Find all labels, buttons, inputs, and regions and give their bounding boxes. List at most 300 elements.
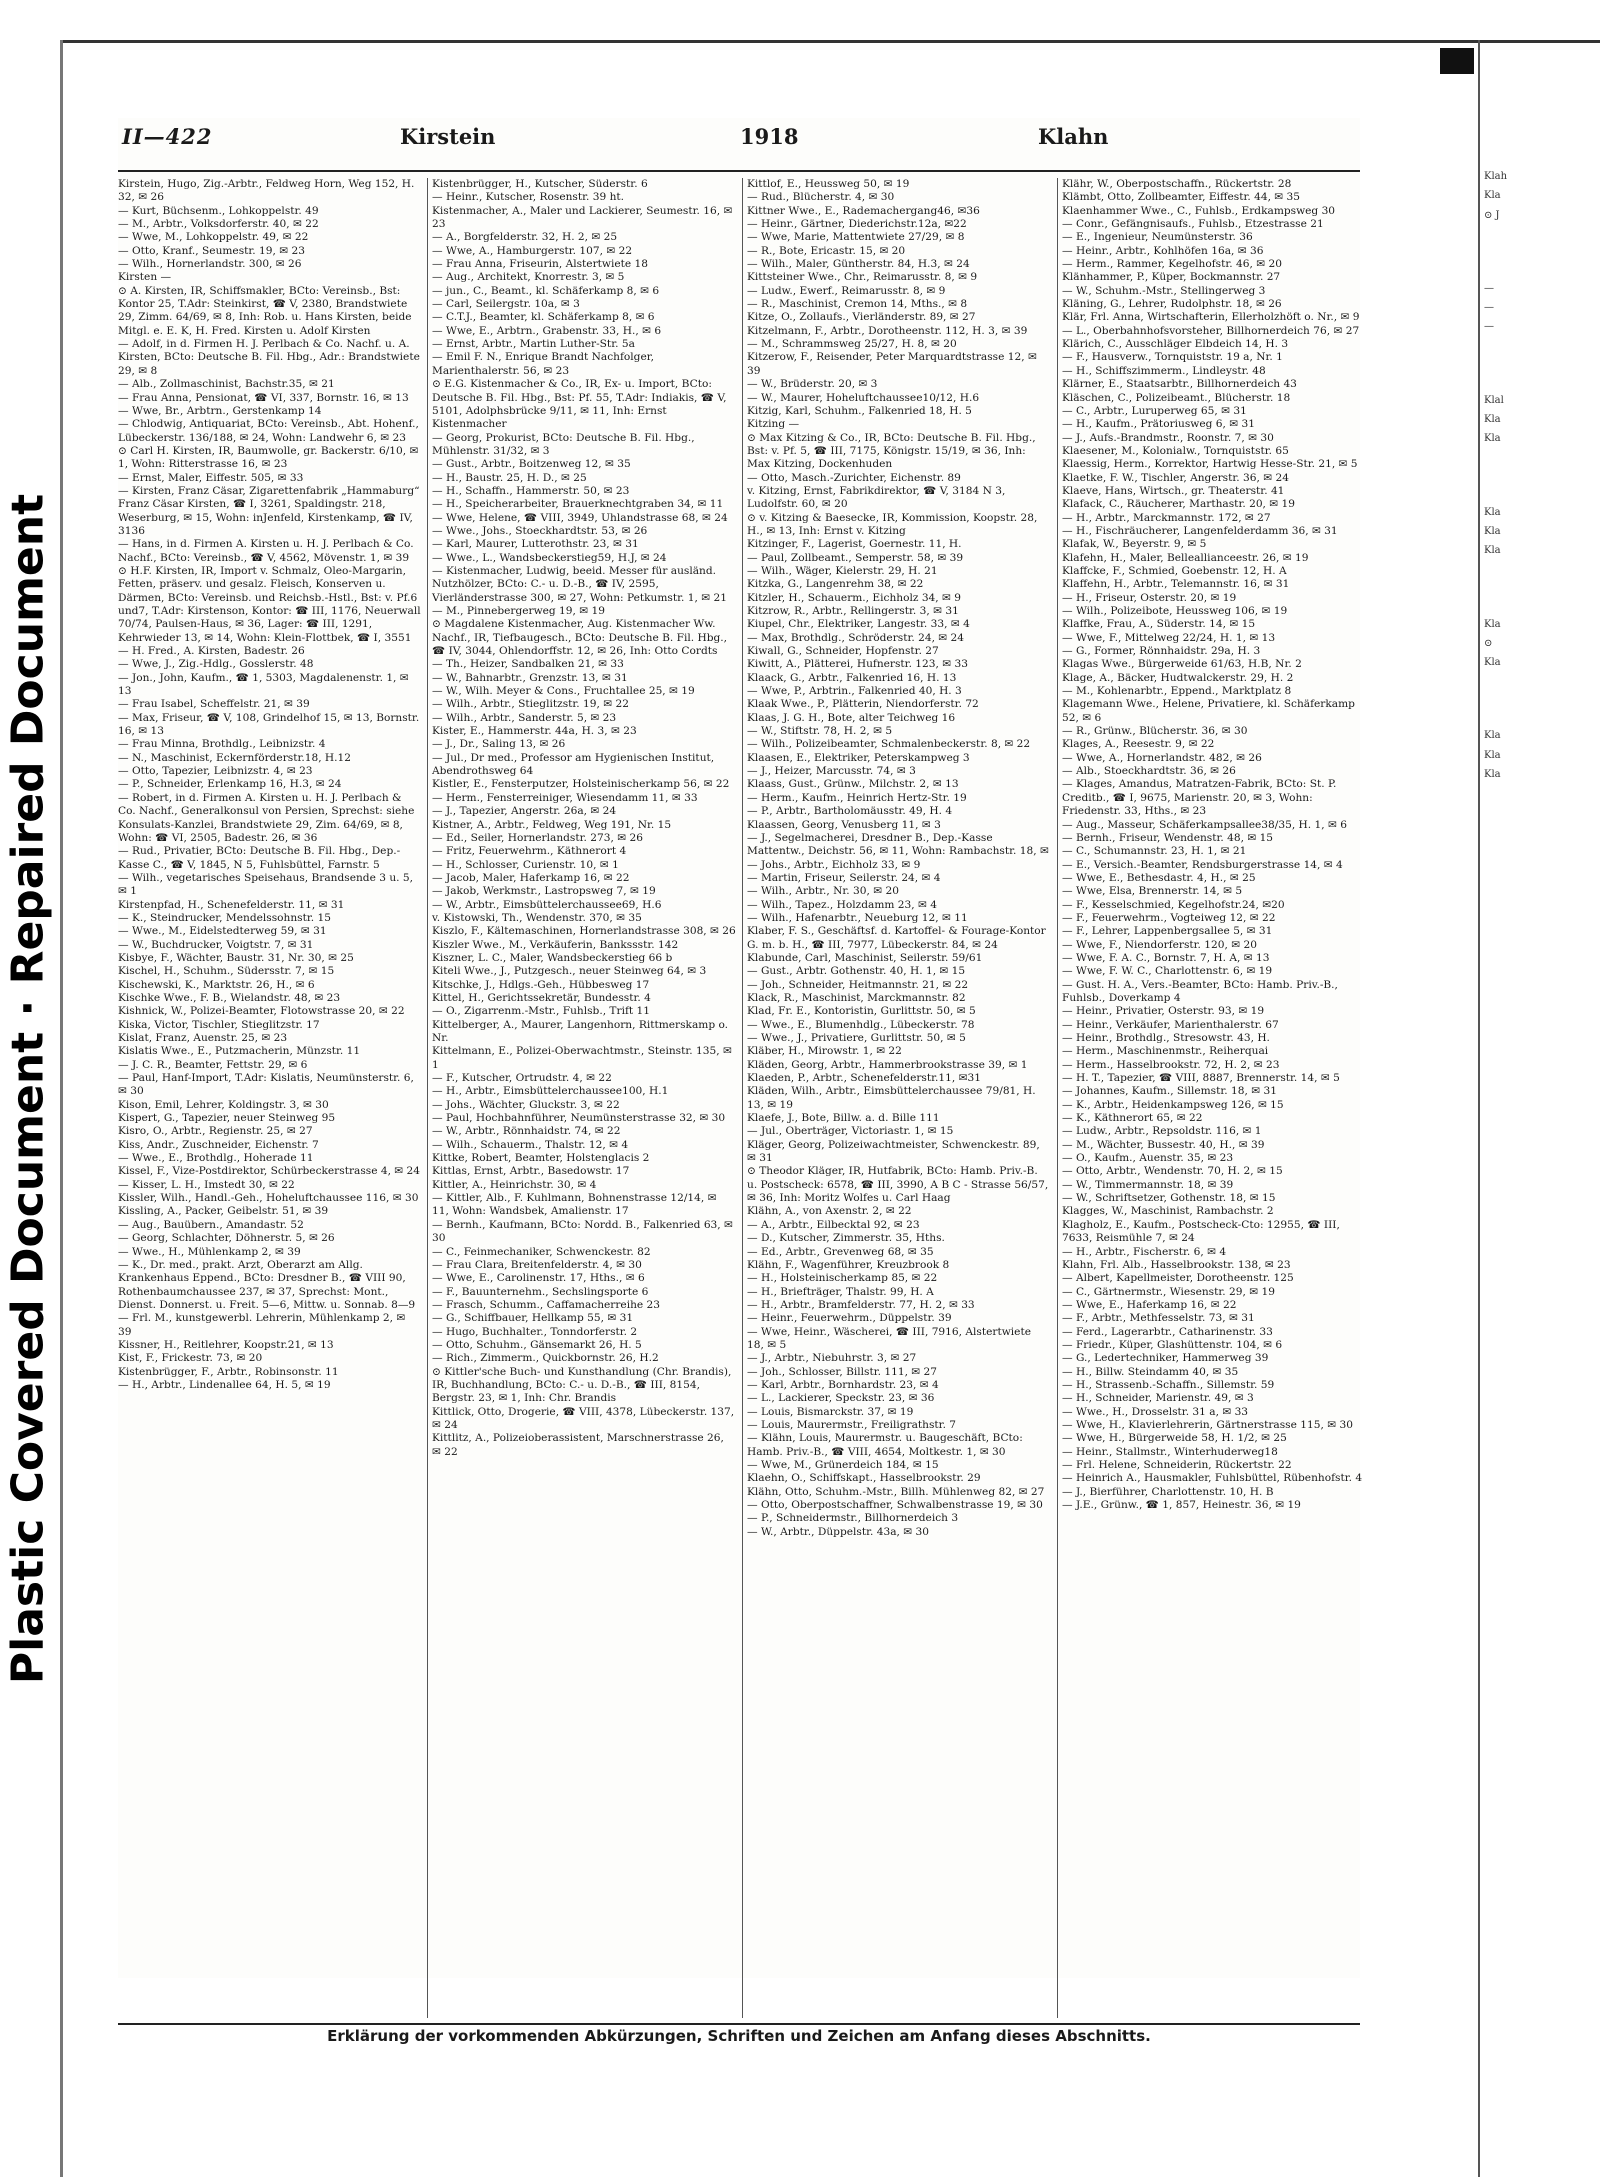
directory-entry: — Herm., Kaufm., Heinrich Hertz-Str. 19 xyxy=(747,791,967,804)
adjacent-page-fragment: Kla xyxy=(1484,730,1501,742)
column-3 xyxy=(747,178,1051,2018)
directory-entry: Kisro, O., Arbtr., Regienstr. 25, ✉ 27 xyxy=(118,1125,313,1138)
directory-entry: — Alb., Stoeckhardtstr. 36, ✉ 26 xyxy=(1062,765,1236,778)
directory-entry: — H., Strassenb.-Schaffn., Sillemstr. 59 xyxy=(1062,1378,1275,1391)
directory-entry: — Frau Clara, Breitenfelderstr. 4, ✉ 30 xyxy=(432,1258,642,1271)
directory-entry: — Rich., Zimmerm., Quickbornstr. 26, H.2 xyxy=(432,1352,659,1365)
directory-entry: — H., Briefträger, Thalstr. 99, H. A xyxy=(747,1285,934,1298)
directory-entry: Kitzler, H., Schauerm., Eichholz 34, ✉ 9 xyxy=(747,591,962,604)
directory-entry: — Heinrich A., Hausmakler, Fuhlsbüttel, Rübenhofstr. 4 xyxy=(1062,1472,1363,1485)
side-label-text: Plastic Covered Document · Repaired Document xyxy=(2,493,54,1684)
directory-entry: Kishnick, W., Polizei-Beamter, Flotowstrasse 20, ✉ 22 xyxy=(118,1005,405,1018)
directory-entry: — Wwe., H., Mühlenkamp 2, ✉ 39 xyxy=(118,1245,301,1258)
directory-entry: — Wilh., Arbtr., Stieglitzstr. 19, ✉ 22 xyxy=(432,698,629,711)
directory-entry: Kitze, O., Zollaufs., Vierländerstr. 89, ✉ 27 xyxy=(747,311,976,324)
directory-entry: — Kisser, L. H., Imstedt 30, ✉ 22 xyxy=(118,1178,295,1191)
directory-entry: — H., Baustr. 25, H. D., ✉ 25 xyxy=(432,471,587,484)
directory-entry: — J. C. R., Beamter, Fettstr. 29, ✉ 6 xyxy=(118,1058,308,1071)
directory-entry: — R., Bote, Ericastr. 15, ✉ 20 xyxy=(747,244,906,257)
left-edge xyxy=(60,40,63,2177)
page-number: II—422 xyxy=(122,124,213,149)
adjacent-page-fragment: Kla xyxy=(1484,414,1501,426)
directory-entry: — Wwe, E., Bethesdastr. 4, H., ✉ 25 xyxy=(1062,871,1256,884)
directory-entry: — Joh., Schlosser, Billstr. 111, ✉ 27 xyxy=(747,1365,938,1378)
directory-entry: — E., Ingenieur, Neumünsterstr. 36 xyxy=(1062,231,1253,244)
directory-entry: — Wwe, E., Arbtrn., Grabenstr. 33, H., ✉ 6 xyxy=(432,324,662,337)
directory-entry: — Heinr., Feuerwehrm., Düppelstr. 39 xyxy=(747,1312,952,1325)
directory-entry: — Jon., John, Kaufm., ☎ 1, 5303, Magdalenenstr. 1, ✉ 13 xyxy=(118,671,413,698)
directory-entry: — Chlodwig, Antiquariat, BCto: Vereinsb., Abt. Hohenf., Lübeckerstr. 136/188, ✉ 24, Wohn: Landwehr 6, ✉ 23 xyxy=(118,418,423,444)
directory-entry: — Fritz, Feuerwehrm., Käthnerort 4 xyxy=(432,845,627,858)
directory-entry: — Wilh., Polizeibote, Heussweg 106, ✉ 19 xyxy=(1062,605,1288,617)
directory-entry: — P., Arbtr., Bartholomäusstr. 49, H. 4 xyxy=(747,805,953,818)
directory-entry: — W., Arbtr., Rönnhaidstr. 74, ✉ 22 xyxy=(432,1125,621,1138)
directory-entry: — Jul., Oberträger, Victoriastr. 1, ✉ 15 xyxy=(747,1125,954,1138)
directory-entry: Klaack, G., Arbtr., Falkenried 16, H. 13 xyxy=(747,671,957,684)
directory-entry: — Wwe, F., Mittelweg 22/24, H. 1, ✉ 13 xyxy=(1062,631,1276,644)
directory-entry: — Heinr., Stallmstr., Winterhuderweg18 xyxy=(1062,1445,1278,1458)
directory-entry: Kittke, Robert, Beamter, Holstenglacis 2 xyxy=(432,1152,650,1165)
directory-entry: — Ernst, Maler, Eiffestr. 505, ✉ 33 xyxy=(118,471,304,484)
directory-entry: — Georg, Prokurist, BCto: Deutsche B. Fil. Hbg., Mühlenstr. 31/32, ✉ 3 xyxy=(432,431,698,457)
adjacent-page-fragment: Kla xyxy=(1484,769,1501,781)
directory-entry: — W., Brüderstr. 20, ✉ 3 xyxy=(747,378,878,391)
directory-entry: Kittlof, E., Heussweg 50, ✉ 19 xyxy=(747,178,910,190)
directory-entry: Klaenhammer Wwe., C., Fuhlsb., Erdkampsweg 30 xyxy=(1062,204,1336,217)
directory-entry: — H. Fred., A. Kirsten, Badestr. 26 xyxy=(118,645,305,658)
directory-entry: Kison, Emil, Lehrer, Koldingstr. 3, ✉ 30 xyxy=(118,1098,329,1111)
directory-entry: Klähn, Otto, Schuhm.-Mstr., Billh. Mühlenweg 82, ✉ 27 xyxy=(747,1485,1045,1498)
directory-entry: Kiszler Wwe., M., Verkäuferin, Bankssstr. 142 xyxy=(432,938,679,951)
directory-entry: Klär, Frl. Anna, Wirtschafterin, Ellerholzhöft o. Nr., ✉ 9 xyxy=(1062,311,1360,324)
directory-entry: — Heinr., Verkäufer, Marienthalerstr. 67 xyxy=(1062,1018,1279,1031)
directory-entry: — D., Kutscher, Zimmerstr. 35, Hths. xyxy=(747,1232,945,1245)
directory-entry: — J., Tapezier, Angerstr. 26a, ✉ 24 xyxy=(432,805,617,818)
directory-entry: — Herm., Rammer, Kegelhofstr. 46, ✉ 20 xyxy=(1062,258,1282,271)
directory-entry: — G., Ledertechniker, Hammerweg 39 xyxy=(1062,1352,1269,1365)
directory-entry: Klafehn, H., Maler, Belleallianceestr. 26, ✉ 19 xyxy=(1062,551,1309,564)
directory-entry: Klages, A., Reesestr. 9, ✉ 22 xyxy=(1062,738,1215,751)
directory-entry: — Wwe, H., Klavierlehrerin, Gärtnerstrasse 115, ✉ 30 xyxy=(1062,1418,1353,1431)
directory-entry: Kister, E., Hammerstr. 44a, H. 3, ✉ 23 xyxy=(432,725,637,738)
directory-entry: ⊙ H.F. Kirsten, IR, Import v. Schmalz, Oleo-Margarin, Fetten, präserv. und gesalz. Fleisch, Konserven u. Därmen, BCto: Vereinsb. und Reichsb.-Hstl., Bst: v. Pf.6 und7, T.Adr: Kirstenson, Kontor: ☎ III, 1176, Neuerwall 70/74, Paulsen-Haus, ✉ 36, Lager: ☎ III, 1291, Kehrwieder 13, ✉ 14, Wohn: Klein-Flottbek, ☎ I, 3551 xyxy=(118,564,424,644)
directory-entry: ⊙ Kittler'sche Buch- und Kunsthandlung (Chr. Brandis), IR, Buchhandlung, BCto: C.- u. D.-B., ☎ III, 8154, Bergstr. 23, ✉ 1, Inh: Chr. Brandis xyxy=(432,1365,735,1405)
directory-entry: ⊙ Magdalene Kistenmacher, Aug. Kistenmacher Ww. Nachf., IR, Tiefbaugesch., BCto: Deutsche B. Fil. Hbg., ☎ IV, 3044, Ohlendorffstr. 12, ✉ 26, Inh: Otto Cordts xyxy=(432,618,731,658)
directory-entry: — Frl. Helene, Schneiderin, Rückertstr. 22 xyxy=(1062,1459,1292,1471)
directory-entry: Klaber, F. S., Geschäftsf. d. Kartoffel- & Fourage-Kontor G. m. b. H., ☎ III, 7977, Lübeckerstr. 84, ✉ 24 xyxy=(747,925,1050,951)
directory-entry: — Wwe., H., Drosselstr. 31 a, ✉ 33 xyxy=(1062,1405,1249,1418)
directory-entry: Klähr, W., Oberpostschaffn., Rückertstr. 28 xyxy=(1062,178,1292,190)
adjacent-page-fragment: Kla xyxy=(1484,190,1501,202)
directory-entry: — Robert, in d. Firmen A. Kirsten u. H. J. Perlbach & Co. Nachf., Generalkonsul von Persien, Sprechst: siehe Konsulats-Kanzlei, Brandstwiete 29, Zim. 64/69, ✉ 8, Wohn: ☎ VI, 2505, Badestr. 26, ✉ 36 xyxy=(118,791,418,844)
directory-entry: Klämbt, Otto, Zollbeamter, Eiffestr. 44, ✉ 35 xyxy=(1062,191,1301,204)
directory-entry: — P., Schneider, Erlenkamp 16, H.3, ✉ 24 xyxy=(118,778,342,791)
directory-entry: — N., Maschinist, Eckernförderstr.18, H.12 xyxy=(118,751,352,764)
directory-entry: Kisbye, F., Wächter, Baustr. 31, Nr. 30, ✉ 25 xyxy=(118,951,354,964)
directory-entry: Klaasen, E., Elektriker, Peterskampweg 3 xyxy=(747,751,970,764)
directory-entry: — W., Schuhm.-Mstr., Stellingerweg 3 xyxy=(1062,284,1266,297)
directory-entry: — Paul, Hanf-Import, T.Adr: Kislatis, Neumünsterstr. 6, ✉ 30 xyxy=(118,1072,418,1098)
directory-entry: — H., Schneider, Marienstr. 49, ✉ 3 xyxy=(1062,1392,1254,1405)
directory-entry: Klähn, F., Wagenführer, Kreuzbrook 8 xyxy=(747,1258,950,1271)
directory-entry: Kittelberger, A., Maurer, Langenhorn, Rittmerskamp o. Nr. xyxy=(432,1018,732,1044)
directory-entry: Klaefe, J., Bote, Billw. a. d. Bille 111 xyxy=(747,1112,940,1125)
directory-entry: — P., Schneidermstr., Billhornerdeich 3 xyxy=(747,1512,959,1525)
directory-entry: — W., Maurer, Hoheluftchaussee10/12, H.6 xyxy=(747,391,980,404)
directory-entry: v. Kistowski, Th., Wendenstr. 370, ✉ 35 xyxy=(432,911,642,924)
directory-entry: — Wwe, A., Hornerlandstr. 482, ✉ 26 xyxy=(1062,751,1262,764)
directory-entry: — Herm., Fensterreiniger, Wiesendamm 11, ✉ 33 xyxy=(432,791,698,804)
directory-entry: — Jul., Dr med., Professor am Hygienischen Institut, Abendrothsweg 64 xyxy=(432,751,718,778)
directory-entry: ⊙ E.G. Kistenmacher & Co., IR, Ex- u. Import, BCto: Deutsche B. Fil. Hbg., Bst: Pf. 55, T.Adr: Indiakis, ☎ V, 5101, Adolphsbrücke 9/11, ✉ 11, Inh: Ernst Kistenmacher xyxy=(432,378,730,431)
directory-entry: Kitzinger, F., Lagerist, Goernestr. 11, H. xyxy=(747,538,962,551)
directory-entry: — J., Arbtr., Niebuhrstr. 3, ✉ 27 xyxy=(747,1352,917,1365)
directory-entry: Klabunde, Carl, Maschinist, Seilerstr. 59/61 xyxy=(747,951,983,964)
directory-entry: — F., Lehrer, Lappenbergsallee 5, ✉ 31 xyxy=(1062,925,1273,938)
directory-entry: — Max, Friseur, ☎ V, 108, Grindelhof 15, ✉ 13, Bornstr. 16, ✉ 13 xyxy=(118,711,423,738)
directory-entry: Kitzig, Karl, Schuhm., Falkenried 18, H. 5 xyxy=(747,404,972,417)
directory-entry: Klaehn, O., Schiffskapt., Hasselbrookstr. 29 xyxy=(747,1472,981,1485)
directory-entry: Kläden, Georg, Arbtr., Hammerbrookstrasse 39, ✉ 1 xyxy=(747,1058,1028,1071)
directory-entry: Kissler, Wilh., Handl.-Geh., Hoheluftchaussee 116, ✉ 30 xyxy=(118,1192,419,1205)
directory-entry: — Bernh., Friseur, Wendenstr. 48, ✉ 15 xyxy=(1062,831,1274,844)
directory-entry: Kiszner, L. C., Maler, Wandsbeckerstieg 66 b xyxy=(432,951,673,964)
column-1 xyxy=(118,178,422,2018)
directory-entry: — Wilh., Arbtr., Sanderstr. 5, ✉ 23 xyxy=(432,711,617,724)
header-year: 1918 xyxy=(740,124,799,149)
directory-entry: Kittlitz, A., Polizeioberassistent, Marschnerstrasse 26, ✉ 22 xyxy=(432,1432,728,1458)
directory-entry: Klagholz, E., Kaufm., Postscheck-Cto: 12955, ☎ III, 7633, Reismühle 7, ✉ 24 xyxy=(1062,1218,1344,1245)
directory-entry: Klaessig, Herm., Korrektor, Hartwig Hesse-Str. 21, ✉ 5 xyxy=(1062,458,1358,471)
directory-entry: Klärner, E., Staatsarbtr., Billhornerdeich 43 xyxy=(1062,378,1297,391)
directory-entry: Klage, A., Bäcker, Hudtwalckerstr. 29, H. 2 xyxy=(1062,671,1294,684)
directory-entry: Kittlas, Ernst, Arbtr., Basedowstr. 17 xyxy=(432,1165,630,1178)
directory-entry: — K., Dr. med., prakt. Arzt, Oberarzt am Allg. Krankenhaus Eppend., BCto: Dresdner B., ☎ VIII 90, Rothenbaumchaussee 237, ✉ 37, Sprechst: Mont., Dienst. Donnerst. u. Freit. 5—6, Mittw. u. Sonnab. 8—9 xyxy=(118,1258,416,1311)
directory-entry: — H., Arbtr., Bramfelderstr. 77, H. 2, ✉ 33 xyxy=(747,1298,975,1311)
directory-entry: Kissel, F., Vize-Postdirektor, Schürbeckerstrasse 4, ✉ 24 xyxy=(118,1165,421,1178)
directory-entry: — Otto, Masch.-Zurichter, Eichenstr. 89 xyxy=(747,471,961,484)
adjacent-page-fragment: Kla xyxy=(1484,506,1501,518)
directory-entry: — Wwe, Heinr., Wäscherei, ☎ III, 7916, Alstertwiete 18, ✉ 5 xyxy=(747,1325,1035,1351)
side-label-banner xyxy=(0,0,56,2177)
adjacent-page-fragment: ⊙ xyxy=(1484,637,1493,649)
directory-entry: — Karl, Maurer, Lutterothstr. 23, ✉ 31 xyxy=(432,538,639,551)
directory-entry: Klad, Fr. E., Kontoristin, Gurlittstr. 50, ✉ 5 xyxy=(747,1005,976,1018)
directory-entry: — C., Gärtnermstr., Wiesenstr. 29, ✉ 19 xyxy=(1062,1285,1275,1298)
directory-entry: — Wwe, E., Carolinenstr. 17, Hths., ✉ 6 xyxy=(432,1272,645,1285)
directory-entry: — A., Borgfelderstr. 32, H. 2, ✉ 25 xyxy=(432,231,618,244)
adjacent-page-fragment: ⊙ J xyxy=(1484,209,1500,221)
directory-entry: — Kittler, Alb., F. Kuhlmann, Bohnenstrasse 12/14, ✉ 11, Wohn: Wandsbek, Amalienstr. 17 xyxy=(432,1192,720,1218)
directory-entry: — Wwe, Elsa, Brennerstr. 14, ✉ 5 xyxy=(1062,885,1243,898)
directory-entry: — Otto, Schuhm., Gänsemarkt 26, H. 5 xyxy=(432,1338,642,1351)
column-2 xyxy=(432,178,736,2018)
directory-entry: — Otto, Tapezier, Leibnizstr. 4, ✉ 23 xyxy=(118,765,313,778)
directory-entry: — J., Aufs.-Brandmstr., Roonstr. 7, ✉ 30 xyxy=(1062,431,1274,444)
directory-entry: — Ed., Seiler, Hornerlandstr. 273, ✉ 26 xyxy=(432,831,643,844)
directory-entry: — Heinr., Arbtr., Kohlhöfen 16a, ✉ 36 xyxy=(1062,244,1264,257)
directory-entry: — Alb., Zollmaschinist, Bachstr.35, ✉ 21 xyxy=(118,378,335,391)
directory-entry: Kiteli Wwe., J., Putzgesch., neuer Steinweg 64, ✉ 3 xyxy=(432,965,707,978)
directory-entry: — K., Steindrucker, Mendelssohnstr. 15 xyxy=(118,911,331,924)
directory-entry: Kittelmann, E., Polizei-Oberwachtmstr., Steinstr. 135, ✉ 1 xyxy=(432,1045,736,1071)
directory-entry: — H. T., Tapezier, ☎ VIII, 8887, Brennerstr. 14, ✉ 5 xyxy=(1062,1072,1340,1085)
directory-entry: — Wwe, M., Grünerdeich 184, ✉ 15 xyxy=(747,1459,939,1471)
directory-entry: — Wwe., E., Blumenhdlg., Lübeckerstr. 78 xyxy=(747,1018,975,1031)
directory-entry: — Hugo, Buchhalter., Tonndorferstr. 2 xyxy=(432,1325,638,1338)
directory-entry: Kitzka, G., Langenrehm 38, ✉ 22 xyxy=(747,578,924,591)
directory-entry: Klagemann Wwe., Helene, Privatiere, kl. Schäferkamp 52, ✉ 6 xyxy=(1062,698,1359,724)
directory-entry: Kischewski, K., Marktstr. 26, H., ✉ 6 xyxy=(118,978,315,991)
directory-entry: — jun., C., Beamt., kl. Schäferkamp 8, ✉ 6 xyxy=(432,284,660,297)
directory-entry: — R., Grünw., Blücherstr. 36, ✉ 30 xyxy=(1062,725,1248,738)
directory-entry: Klaeden, P., Arbtr., Schenefelderstr.11, ✉31 xyxy=(747,1072,981,1085)
directory-entry: — Klähn, Louis, Maurermstr. u. Baugeschäft, BCto: Hamb. Priv.-B., ☎ VIII, 4654, Moltkestr. 1, ✉ 30 xyxy=(747,1432,1027,1458)
directory-entry: — M., Wächter, Bussestr. 40, H., ✉ 39 xyxy=(1062,1138,1265,1151)
directory-entry: Klaeve, Hans, Wirtsch., gr. Theaterstr. 41 xyxy=(1062,484,1285,497)
entry-columns xyxy=(118,178,1363,2018)
directory-entry: — H., Arbtr., Fischerstr. 6, ✉ 4 xyxy=(1062,1245,1227,1258)
directory-entry: — Herm., Hasselbrookstr. 72, H. 2, ✉ 23 xyxy=(1062,1058,1280,1071)
header-last-name: Klahn xyxy=(1038,124,1109,149)
directory-entry: — Heinr., Privatier, Osterstr. 93, ✉ 19 xyxy=(1062,1005,1265,1018)
directory-entry: — K., Arbtr., Heidenkampsweg 126, ✉ 15 xyxy=(1062,1098,1284,1111)
directory-entry: — J., Segelmacherei, Dresdner B., Dep.-Kasse Mattentw., Deichstr. 56, ✉ 11, Wohn: Rambachstr. 18, ✉ xyxy=(747,831,1049,858)
column-divider xyxy=(742,178,743,2018)
directory-entry: Kirstenpfad, H., Schenefelderstr. 11, ✉ 31 xyxy=(118,898,345,911)
directory-entry: — Paul, Zollbeamt., Semperstr. 58, ✉ 39 xyxy=(747,551,964,564)
directory-entry: — Conr., Gefängnisaufs., Fuhlsb., Etzestrasse 21 xyxy=(1062,218,1324,231)
adjacent-page-fragment: Kla xyxy=(1484,749,1501,761)
directory-entry: — Wwe., Johs., Stoeckhardtstr. 53, ✉ 26 xyxy=(432,524,648,537)
directory-entry: Kittsteiner Wwe., Chr., Reimarusstr. 8, ✉ 9 xyxy=(747,271,978,284)
adjacent-page-fragment: Kla xyxy=(1484,545,1501,557)
directory-entry: — Emil F. N., Enrique Brandt Nachfolger, Marienthalerstr. 56, ✉ 23 xyxy=(432,351,658,377)
directory-entry: Klagges, W., Maschinist, Rambachstr. 2 xyxy=(1062,1205,1274,1218)
directory-entry: — A., Arbtr., Eilbecktal 92, ✉ 23 xyxy=(747,1218,920,1231)
directory-entry: — R., Maschinist, Cremon 14, Mths., ✉ 8 xyxy=(747,298,968,311)
page-header xyxy=(118,124,1360,164)
directory-entry: — Hans, in d. Firmen A. Kirsten u. H. J. Perlbach & Co. Nachf., BCto: Vereinsb., ☎ V, 4562, Mövenstr. 1, ✉ 39 xyxy=(118,538,417,564)
directory-entry: — Rud., Blücherstr. 4, ✉ 30 xyxy=(747,191,895,204)
directory-entry: — W., Buchdrucker, Voigtstr. 7, ✉ 31 xyxy=(118,938,314,951)
directory-entry: — Klages, Amandus, Matratzen-Fabrik, BCto: St. P. Creditb., ☎ I, 9675, Marienstr. 20, ✉ 3, Wohn: Friedenstr. 33, Hths., ✉ 23 xyxy=(1062,778,1340,818)
directory-entry: — Wwe., L., Wandsbeckerstieg59, H.J, ✉ 24 xyxy=(432,551,667,564)
directory-entry: — H., Kaufm., Prätoriusweg 6, ✉ 31 xyxy=(1062,418,1255,431)
directory-entry: — F., Hausverw., Tornquiststr. 19 a, Nr. 1 xyxy=(1062,351,1283,364)
directory-entry: — Wilh., Wäger, Kielerstr. 29, H. 21 xyxy=(747,564,938,577)
directory-entry: Kislatis Wwe., E., Putzmacherin, Münzstr. 11 xyxy=(118,1045,361,1058)
directory-entry: — Kistenmacher, Ludwig, beeid. Messer für ausländ. Nutzhölzer, BCto: C.- u. D.-B., ☎ IV, 2595, Vierländerstrasse 300, ✉ 27, Wohn: Petkumstr. 1, ✉ 21 xyxy=(432,564,727,604)
directory-entry: — J.E., Grünw., ☎ 1, 857, Heinestr. 36, ✉ 19 xyxy=(1062,1499,1301,1512)
directory-entry: Klaesener, M., Kolonialw., Tornquiststr. 65 xyxy=(1062,444,1289,457)
directory-entry: — Kirsten, Franz Cäsar, Zigarettenfabrik „Hammaburg“ Franz Cäsar Kirsten, ☎ I, 3261, Spaldingstr. 218, Weserburg, ✉ 15, Wohn: inJenfeld, Kirstenkamp, ☎ IV, 3136 xyxy=(118,484,423,537)
directory-entry: Klähn, A., von Axenstr. 2, ✉ 22 xyxy=(747,1205,912,1218)
footer-note: Erklärung der vorkommenden Abkürzungen, Schriften und Zeichen am Anfang dieses Abschnitts. xyxy=(327,2027,1151,2045)
directory-entry: Kläschen, C., Polizeibeamt., Blücherstr. 18 xyxy=(1062,391,1291,404)
directory-entry: Klahn, Frl. Alb., Hasselbrookstr. 138, ✉ 23 xyxy=(1062,1258,1291,1271)
directory-entry: ⊙ Carl H. Kirsten, IR, Baumwolle, gr. Backerstr. 6/10, ✉ 1, Wohn: Ritterstrasse 16, ✉ 23 xyxy=(118,444,422,471)
directory-entry: — Paul, Hochbahnführer, Neumünsterstrasse 32, ✉ 30 xyxy=(432,1112,726,1125)
directory-entry: — Wwe, E., Haferkamp 16, ✉ 22 xyxy=(1062,1298,1237,1311)
directory-entry: Kiss, Andr., Zuschneider, Eichenstr. 7 xyxy=(118,1138,319,1151)
directory-entry: — Frl. M., kunstgewerbl. Lehrerin, Mühlenkamp 2, ✉ 39 xyxy=(118,1312,409,1338)
directory-entry: Kistenmacher, A., Maler und Lackierer, Seumestr. 16, ✉ 23 xyxy=(432,204,736,231)
directory-entry: — Wwe., J., Privatiere, Gurlittstr. 50, ✉ 5 xyxy=(747,1032,966,1044)
directory-entry: Klaassen, Georg, Venusberg 11, ✉ 3 xyxy=(747,818,941,831)
directory-entry: Klaffehn, H., Arbtr., Telemannstr. 16, ✉ 31 xyxy=(1062,578,1290,591)
directory-entry: — Wwe., E., Brothdlg., Hoherade 11 xyxy=(118,1152,314,1165)
directory-entry: ⊙ v. Kitzing & Baesecke, IR, Kommission, Koopstr. 28, H., ✉ 13, Inh: Ernst v. Kitzing xyxy=(747,511,1041,537)
directory-entry: — Wilh., Polizeibeamter, Schmalenbeckerstr. 8, ✉ 22 xyxy=(747,738,1031,751)
adjacent-page-strip xyxy=(1484,170,1594,1990)
directory-entry: — F., Arbtr., Methfesselstr. 73, ✉ 31 xyxy=(1062,1312,1255,1325)
directory-entry: — Albert, Kapellmeister, Dorotheenstr. 125 xyxy=(1062,1272,1294,1285)
directory-entry: Kläden, Wilh., Arbtr., Eimsbüttelerchaussee 79/81, H. 13, ✉ 19 xyxy=(747,1085,1040,1111)
directory-entry: Kitzrow, R., Arbtr., Rellingerstr. 3, ✉ 31 xyxy=(747,605,959,617)
directory-entry: — Max, Brothdlg., Schröderstr. 24, ✉ 24 xyxy=(747,631,965,644)
directory-entry: — Carl, Seilergstr. 10a, ✉ 3 xyxy=(432,298,580,311)
directory-entry: — H., Schiffszimmerm., Lindleystr. 48 xyxy=(1062,364,1266,377)
directory-entry: ⊙ A. Kirsten, IR, Schiffsmakler, BCto: Vereinsb., Bst: Kontor 25, T.Adr: Steinkirst, ☎ V, 2380, Brandstwiete 29, Zimm. 64/69, ✉ 8, Inh: Rob. u. Hans Kirsten, beide Mitgl. e. E. K, H. Fred. Kirsten u. Adolf Kirsten xyxy=(118,284,415,337)
directory-entry: — W., Stiftstr. 78, H. 2, ✉ 5 xyxy=(747,725,893,738)
directory-entry: — Jacob, Maler, Haferkamp 16, ✉ 22 xyxy=(432,871,630,884)
directory-entry: — Otto, Arbtr., Wendenstr. 70, H. 2, ✉ 15 xyxy=(1062,1165,1283,1178)
directory-entry: Kirsten — xyxy=(118,271,172,284)
directory-entry: Kist, F., Frickestr. 73, ✉ 20 xyxy=(118,1352,263,1365)
directory-entry: — Frasch, Schumm., Caffamacherreihe 23 xyxy=(432,1298,661,1311)
top-edge xyxy=(60,40,1600,43)
directory-entry: — Wwe, F. W. C., Charlottenstr. 6, ✉ 19 xyxy=(1062,965,1273,978)
directory-entry: — Wilh., Hornerlandstr. 300, ✉ 26 xyxy=(118,258,302,271)
directory-entry: Kitzing — xyxy=(747,418,800,431)
directory-entry: Klaffke, Frau, A., Süderstr. 14, ✉ 15 xyxy=(1062,618,1256,631)
directory-entry: — J., Bierführer, Charlottenstr. 10, H. B xyxy=(1062,1485,1274,1498)
directory-entry: Klärich, C., Ausschläger Elbdeich 14, H. 3 xyxy=(1062,338,1289,351)
directory-entry: Kislat, Franz, Auenstr. 25, ✉ 23 xyxy=(118,1032,288,1044)
directory-entry: — Wilh., Tapez., Holzdamm 23, ✉ 4 xyxy=(747,898,937,911)
directory-entry: — L., Oberbahnhofsvorsteher, Billhornerdeich 76, ✉ 27 xyxy=(1062,324,1360,337)
directory-entry: — G., Former, Rönnhaidstr. 29a, H. 3 xyxy=(1062,645,1261,658)
directory-entry: — M., Kohlenarbtr., Eppend., Marktplatz 8 xyxy=(1062,685,1292,698)
directory-entry: — Wwe, J., Zig.-Hdlg., Gosslerstr. 48 xyxy=(118,658,314,671)
directory-entry: — J., Heizer, Marcusstr. 74, ✉ 3 xyxy=(747,765,916,778)
column-4 xyxy=(1062,178,1366,2018)
header-rule xyxy=(118,170,1360,172)
directory-entry: — Georg, Schlachter, Döhnerstr. 5, ✉ 26 xyxy=(118,1232,335,1245)
directory-entry: — H., Fischräucherer, Langenfelderdamm 36, ✉ 31 xyxy=(1062,524,1338,537)
adjacent-page-fragment: — xyxy=(1484,282,1494,294)
directory-entry: Kiwitt, A., Plätterei, Hufnerstr. 123, ✉ 33 xyxy=(747,658,968,671)
directory-entry: Kistler, E., Fensterputzer, Holsteinischerkamp 56, ✉ 22 xyxy=(432,778,730,791)
directory-entry: — W., Arbtr., Düppelstr. 43a, ✉ 30 xyxy=(747,1525,929,1538)
directory-entry: — Ludw., Arbtr., Repsoldstr. 116, ✉ 1 xyxy=(1062,1125,1262,1138)
directory-entry: Klaak Wwe., P., Plätterin, Niendorferstr. 72 xyxy=(747,698,979,711)
directory-entry: — Ed., Arbtr., Grevenweg 68, ✉ 35 xyxy=(747,1245,934,1258)
directory-entry: — W., Arbtr., Eimsbüttelerchaussee69, H.6 xyxy=(432,898,662,911)
directory-entry: Kistenbrügger, F., Arbtr., Robinsonstr. 11 xyxy=(118,1365,339,1378)
directory-entry: Kistner, A., Arbtr., Feldweg, Weg 191, Nr. 15 xyxy=(432,818,672,831)
directory-entry: — Johs., Wächter, Gluckstr. 3, ✉ 22 xyxy=(432,1098,620,1111)
directory-entry: — Johannes, Kaufm., Sillemstr. 18, ✉ 31 xyxy=(1062,1085,1277,1098)
directory-entry: Kittler, A., Heinrichstr. 30, ✉ 4 xyxy=(432,1178,597,1191)
adjacent-page-fragment: Kla xyxy=(1484,618,1501,630)
directory-entry: — Otto, Kranf., Seumestr. 19, ✉ 23 xyxy=(118,244,305,257)
directory-entry: — Wwe, Marie, Mattentwiete 27/29, ✉ 8 xyxy=(747,231,965,244)
directory-entry: Klaas, J. G. H., Bote, alter Teichweg 16 xyxy=(747,711,956,724)
directory-entry: Kläber, H., Mirowstr. 1, ✉ 22 xyxy=(747,1045,902,1058)
directory-entry: — K., Käthnerort 65, ✉ 22 xyxy=(1062,1112,1203,1125)
adjacent-page-fragment: Klal xyxy=(1484,394,1504,406)
directory-entry: — Louis, Bismarckstr. 37, ✉ 19 xyxy=(747,1405,914,1418)
directory-entry: Kläning, G., Lehrer, Rudolphstr. 18, ✉ 26 xyxy=(1062,298,1282,311)
directory-entry: v. Kitzing, Ernst, Fabrikdirektor, ☎ V, 3184 N 3, Ludolfstr. 60, ✉ 20 xyxy=(747,484,1009,511)
adjacent-page-fragment: Kla xyxy=(1484,525,1501,537)
directory-entry: Kispert, G., Tapezier, neuer Steinweg 95 xyxy=(118,1112,336,1125)
directory-entry: Kitzelmann, F., Arbtr., Dorotheenstr. 112, H. 3, ✉ 39 xyxy=(747,324,1028,337)
directory-entry: — O., Zigarrenm.-Mstr., Fuhlsb., Trift 11 xyxy=(432,1005,650,1018)
directory-entry: — Wilh., Arbtr., Nr. 30, ✉ 20 xyxy=(747,885,899,898)
directory-entry: — Joh., Schneider, Heitmannstr. 21, ✉ 22 xyxy=(747,978,969,991)
directory-entry: — Martin, Friseur, Seilerstr. 24, ✉ 4 xyxy=(747,871,941,884)
directory-entry: Kischel, H., Schuhm., Südersstr. 7, ✉ 15 xyxy=(118,965,335,978)
directory-entry: Klaetke, F. W., Tischler, Angerstr. 36, ✉ 24 xyxy=(1062,471,1289,484)
directory-entry: — M., Pinnebergerweg 19, ✉ 19 xyxy=(432,605,605,617)
directory-entry: — H., Speicherarbeiter, Brauerknechtgraben 34, ✉ 11 xyxy=(432,498,724,511)
directory-entry: Kiska, Victor, Tischler, Stieglitzstr. 17 xyxy=(118,1018,320,1031)
directory-page xyxy=(118,118,1363,2045)
directory-entry: Kittner Wwe., E., Rademachergang46, ✉36 xyxy=(747,204,980,217)
directory-entry: — F., Kutscher, Ortrudstr. 4, ✉ 22 xyxy=(432,1072,612,1085)
directory-entry: — Ludw., Ewerf., Reimarusstr. 8, ✉ 9 xyxy=(747,284,946,297)
directory-entry: Kissling, A., Packer, Geibelstr. 51, ✉ 39 xyxy=(118,1205,329,1218)
directory-entry: — Louis, Maurermstr., Freiligrathstr. 7 xyxy=(747,1418,957,1431)
directory-entry: — C., Schumannstr. 23, H. 1, ✉ 21 xyxy=(1062,845,1247,858)
directory-entry: Kittel, H., Gerichtssekretär, Bundesstr. 4 xyxy=(432,991,651,1004)
directory-entry: — Friedr., Küper, Glashüttenstr. 104, ✉ 6 xyxy=(1062,1338,1283,1351)
directory-entry: — Wwe, H., Bürgerweide 58, H. 1/2, ✉ 25 xyxy=(1062,1432,1287,1445)
directory-entry: — Wwe, F., Niendorferstr. 120, ✉ 20 xyxy=(1062,938,1257,951)
directory-entry: — J., Dr., Saling 13, ✉ 26 xyxy=(432,738,566,751)
directory-entry: Klaffcke, F., Schmied, Goebenstr. 12, H. A xyxy=(1062,564,1287,577)
right-edge xyxy=(1478,40,1480,2177)
directory-entry: — Jakob, Werkmstr., Lastropsweg 7, ✉ 19 xyxy=(432,885,656,898)
directory-entry: Kiupel, Chr., Elektriker, Langestr. 33, ✉ 4 xyxy=(747,618,970,631)
adjacent-page-fragment: Kla xyxy=(1484,657,1501,669)
directory-entry: — Aug., Bauübern., Amandastr. 52 xyxy=(118,1218,304,1231)
directory-entry: — Karl, Arbtr., Bornhardstr. 23, ✉ 4 xyxy=(747,1378,939,1391)
directory-entry: — W., Bahnarbtr., Grenzstr. 13, ✉ 31 xyxy=(432,671,628,684)
directory-entry: — Frau Anna, Friseurin, Alstertwiete 18 xyxy=(432,258,648,271)
adjacent-page-fragment: Kla xyxy=(1484,433,1501,445)
directory-entry: — Heinr., Gärtner, Diederichstr.12a, ✉22 xyxy=(747,218,967,231)
directory-entry: — Bernh., Kaufmann, BCto: Nordd. B., Falkenried 63, ✉ 30 xyxy=(432,1218,737,1245)
directory-entry: — F., Bauunternehm., Sechslingsporte 6 xyxy=(432,1285,649,1298)
directory-entry: — Wwe, Br., Arbtrn., Gerstenkamp 14 xyxy=(118,404,322,417)
directory-entry: — Gust. H. A., Vers.-Beamter, BCto: Hamb. Priv.-B., Fuhlsb., Doverkamp 4 xyxy=(1062,978,1342,1004)
directory-entry: — Wilh., Schauerm., Thalstr. 12, ✉ 4 xyxy=(432,1138,629,1151)
directory-entry: Kittlick, Otto, Drogerie, ☎ VIII, 4378, Lübeckerstr. 137, ✉ 24 xyxy=(432,1405,738,1431)
directory-entry: Klaass, Gust., Grünw., Milchstr. 2, ✉ 13 xyxy=(747,778,959,791)
directory-entry: — G., Schiffbauer, Hellkamp 55, ✉ 31 xyxy=(432,1312,634,1325)
directory-entry: — Gust., Arbtr. Gothenstr. 40, H. 1, ✉ 15 xyxy=(747,965,966,978)
directory-entry: — H., Billw. Steindamm 40, ✉ 35 xyxy=(1062,1365,1239,1378)
directory-entry: Klagas Wwe., Bürgerweide 61/63, H.B, Nr. 2 xyxy=(1062,658,1302,671)
adjacent-page-fragment: — xyxy=(1484,321,1494,333)
directory-entry: — H., Schaffn., Hammerstr. 50, ✉ 23 xyxy=(432,484,630,497)
directory-entry: — W., Wilh. Meyer & Cons., Fruchtallee 25, ✉ 19 xyxy=(432,685,695,698)
directory-entry: — Frau Minna, Brothdlg., Leibnizstr. 4 xyxy=(118,738,326,751)
